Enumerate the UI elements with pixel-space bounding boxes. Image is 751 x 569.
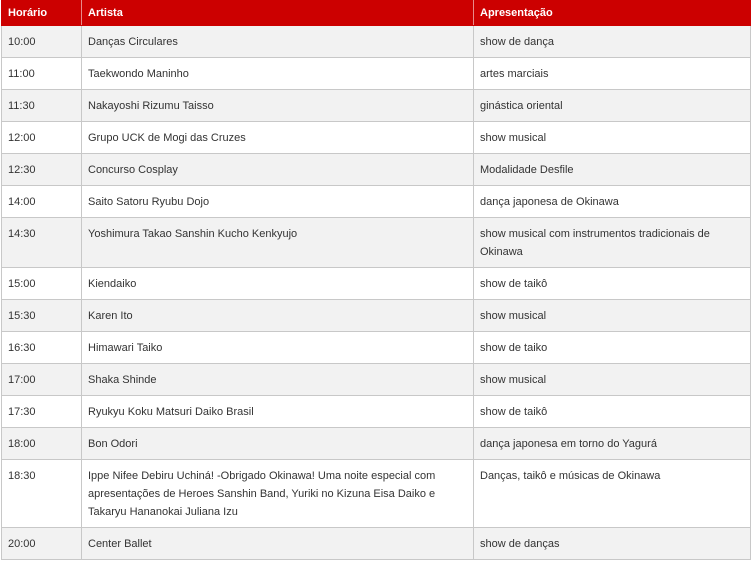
cell-show: show de dança [474,26,751,58]
cell-show: show de taiko [474,332,751,364]
cell-show: show musical [474,122,751,154]
cell-show: show de taikô [474,268,751,300]
header-show: Apresentação [474,1,751,26]
cell-time: 15:00 [2,268,82,300]
cell-time: 18:00 [2,428,82,460]
cell-time: 11:30 [2,90,82,122]
cell-artist: Yoshimura Takao Sanshin Kucho Kenkyujo [82,218,474,268]
cell-time: 17:30 [2,396,82,428]
header-artist: Artista [82,1,474,26]
cell-artist: Danças Circulares [82,26,474,58]
cell-artist: Concurso Cosplay [82,154,474,186]
table-row [2,460,751,528]
table-row [2,122,751,154]
cell-artist: Karen Ito [82,300,474,332]
cell-time: 11:00 [2,58,82,90]
cell-show: Modalidade Desfile [474,154,751,186]
schedule-table-body [2,26,751,560]
table-row [2,154,751,186]
schedule-table [1,0,751,560]
cell-show: Danças, taikô e músicas de Okinawa [474,460,751,528]
cell-artist: Ryukyu Koku Matsuri Daiko Brasil [82,396,474,428]
cell-show: show de taikô [474,396,751,428]
cell-time: 14:00 [2,186,82,218]
cell-time: 10:00 [2,26,82,58]
cell-artist: Center Ballet [82,528,474,560]
header-row [2,1,751,26]
cell-artist: Grupo UCK de Mogi das Cruzes [82,122,474,154]
table-row [2,396,751,428]
cell-time: 17:00 [2,364,82,396]
table-row [2,428,751,460]
table-row [2,300,751,332]
cell-time: 12:30 [2,154,82,186]
cell-time: 20:00 [2,528,82,560]
cell-artist: Saito Satoru Ryubu Dojo [82,186,474,218]
table-row [2,90,751,122]
cell-show: show musical com instrumentos tradicionais de Okinawa [474,218,751,268]
table-row [2,186,751,218]
cell-artist: Taekwondo Maninho [82,58,474,90]
cell-artist: Kiendaiko [82,268,474,300]
table-row [2,332,751,364]
cell-show: show musical [474,364,751,396]
table-row [2,268,751,300]
cell-show: dança japonesa de Okinawa [474,186,751,218]
cell-show: dança japonesa em torno do Yagurá [474,428,751,460]
table-row [2,364,751,396]
cell-time: 15:30 [2,300,82,332]
cell-artist: Bon Odori [82,428,474,460]
cell-time: 16:30 [2,332,82,364]
cell-time: 14:30 [2,218,82,268]
cell-show: show musical [474,300,751,332]
cell-time: 12:00 [2,122,82,154]
cell-show: ginástica oriental [474,90,751,122]
table-row [2,26,751,58]
header-time: Horário [2,1,82,26]
cell-show: show de danças [474,528,751,560]
table-row [2,218,751,268]
cell-artist: Shaka Shinde [82,364,474,396]
cell-time: 18:30 [2,460,82,528]
cell-show: artes marciais [474,58,751,90]
cell-artist: Nakayoshi Rizumu Taisso [82,90,474,122]
table-row [2,528,751,560]
cell-artist: Ippe Nifee Debiru Uchiná! -Obrigado Okinawa! Uma noite especial com apresentações de Heroes Sanshin Band, Yuriki no Kizuna Eisa Daiko e Takaryu Hananokai Juliana Izu [82,460,474,528]
table-row [2,58,751,90]
schedule-table-header [2,1,751,26]
cell-artist: Himawari Taiko [82,332,474,364]
